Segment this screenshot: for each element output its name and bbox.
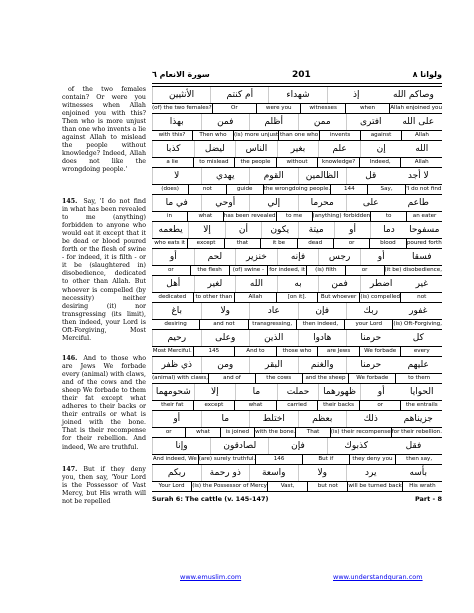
english-word: (are) surely truthful.: [198, 456, 256, 462]
english-word: with this?: [152, 131, 193, 140]
arabic-word: حملت: [277, 384, 319, 400]
english-word: or: [152, 428, 186, 437]
english-word: Then who: [193, 131, 234, 140]
arabic-word: أظلم: [249, 114, 298, 130]
arabic-word: قل: [346, 168, 395, 184]
english-word: dead: [298, 239, 334, 248]
arabic-word: بعظم: [298, 411, 347, 427]
arabic-word: بأسه: [409, 468, 428, 478]
english-word: knowledge?: [318, 158, 360, 167]
english-word: invents: [320, 131, 361, 140]
english-word: But if: [303, 455, 350, 464]
english-word: a lie: [152, 158, 194, 167]
english-word: (of) swine -: [230, 266, 269, 275]
english-word: what: [186, 428, 220, 437]
arabic-word: باغ: [152, 303, 201, 319]
english-word: their backs: [318, 401, 360, 410]
english-word: (is) filth: [307, 266, 346, 275]
english-word: your Lord: [345, 320, 393, 329]
english-word: then indeed,: [297, 320, 345, 329]
english-word: to other than: [194, 293, 236, 302]
arabic-row: [152, 383, 442, 400]
arabic-word: أو: [360, 384, 402, 400]
english-row: [152, 481, 442, 491]
commentary-block: 147. But if they deny you, then say, 'Your Lord is the Possessor of Vast Mercy, but His wrath will not be repelled: [62, 466, 146, 506]
arabic-word: ظهورهما: [318, 384, 360, 400]
english-word: the people: [235, 158, 277, 167]
arabic-word: البقر: [249, 357, 298, 373]
arabic-word: فإنه: [277, 249, 319, 265]
english-word: will be turned back: [348, 483, 402, 489]
english-word: every: [413, 348, 430, 354]
english-row: [152, 319, 442, 329]
header-part: ولوانا ٨: [412, 70, 442, 79]
english-word: but not: [308, 482, 348, 491]
header-page-number: 201: [292, 70, 311, 80]
english-row: [152, 157, 442, 167]
arabic-row: [152, 356, 442, 373]
arabic-word: أو: [360, 249, 402, 265]
english-word: transgressing,: [249, 320, 297, 329]
arabic-word: واسعة: [249, 465, 298, 481]
arabic-word: الله: [235, 276, 277, 292]
arabic-word: أو: [152, 249, 194, 265]
english-word: for their rebellion.: [391, 429, 442, 435]
english-row: [152, 373, 442, 383]
arabic-word: رحيم: [152, 330, 201, 346]
english-word: in: [152, 212, 188, 221]
arabic-word: إلا: [194, 384, 236, 400]
arabic-word: أو: [334, 222, 370, 238]
english-word: for indeed, it: [269, 267, 306, 273]
arabic-word: عاد: [249, 303, 298, 319]
english-row: [152, 184, 442, 194]
english-word: 146: [256, 455, 303, 464]
arabic-word: حرمنا: [346, 357, 395, 373]
english-word: against: [361, 131, 402, 140]
arabic-word: بهذا: [152, 114, 201, 130]
english-word: We forbade: [349, 374, 396, 383]
english-word: guide: [227, 185, 264, 194]
arabic-word: الأنثيين: [152, 87, 210, 103]
english-word: (does): [152, 185, 189, 194]
english-row: [152, 211, 442, 221]
english-word: to them: [408, 375, 431, 381]
arabic-word: فإن: [298, 303, 347, 319]
arabic-word: شهداء: [268, 87, 326, 103]
english-word: their fat: [152, 401, 194, 410]
arabic-word: ما: [201, 411, 250, 427]
arabic-word: يطعمه: [152, 222, 188, 238]
arabic-word: الله: [415, 144, 429, 154]
english-word: And indeed, We: [152, 456, 197, 462]
english-word: what: [235, 401, 277, 410]
english-word: desiring: [152, 320, 200, 329]
english-word: Vast,: [268, 482, 308, 491]
english-word: [on it].: [277, 293, 319, 302]
english-word: were you: [257, 104, 301, 113]
english-word: who eats it: [152, 239, 188, 248]
english-word: or: [360, 401, 402, 410]
english-word: 144: [331, 185, 368, 194]
arabic-word: محرما: [298, 195, 347, 211]
english-word: the cows: [256, 374, 303, 383]
arabic-word: ليضل: [194, 141, 236, 157]
english-row: [152, 265, 442, 275]
arabic-row: [152, 194, 442, 211]
arabic-row: [152, 167, 442, 184]
english-word: than one who: [279, 132, 319, 138]
english-word: is joined: [221, 428, 255, 437]
english-word: blood: [370, 239, 406, 248]
english-word: Allah enjoined you: [390, 105, 442, 111]
arabic-word: مسفوحا: [409, 225, 440, 235]
arabic-word: أو: [152, 411, 201, 427]
arabic-word: إن: [360, 141, 402, 157]
english-word: and not: [200, 320, 248, 329]
english-word: (is) their recompense: [330, 429, 391, 435]
english-word: poured forth: [406, 240, 442, 246]
arabic-word: ولا: [201, 303, 250, 319]
english-word: Allah: [414, 159, 429, 165]
arabic-word: عليهم: [407, 360, 429, 370]
arabic-row: [152, 437, 442, 454]
arabic-word: لغير: [194, 276, 236, 292]
arabic-word: إلي: [249, 195, 298, 211]
english-word: Allah: [235, 293, 277, 302]
arabic-word: ميتة: [298, 222, 334, 238]
arabic-word: ذي ظفر: [152, 357, 201, 373]
commentary-block: 145. Say, 'I do not find in what has been revealed to me (anything) forbidden to anyone who would eat it except that it be dead or blood poured forth or the flesh of swine - for indeed, it is filth - or it be (slaughtered in) disobedience, dedicated to other than Allah. But whoever is compelled (by necessity) neither desiring (it) nor transgressing (its limit), then indeed, your Lord is Oft-Forgiving, Most Merciful.: [62, 198, 146, 342]
english-word: (animal) with claws,: [152, 375, 209, 381]
arabic-word: فمن: [318, 276, 360, 292]
english-word: 145: [194, 347, 236, 356]
english-word: (is) the Possessor of Mercy: [192, 483, 267, 489]
arabic-word: أوحي: [201, 195, 250, 211]
arabic-row: [152, 113, 442, 130]
arabic-word: ربكم: [152, 465, 201, 481]
english-word: (it be) disobedience,: [384, 267, 442, 273]
english-word: has been revealed: [223, 213, 276, 219]
arabic-word: طاعم: [407, 198, 429, 208]
english-word: And to: [235, 347, 277, 356]
english-word: with the bone.: [255, 429, 296, 435]
arabic-word: والغنم: [298, 357, 347, 373]
arabic-word: وإنا: [152, 438, 210, 454]
arabic-word: غير: [415, 279, 428, 289]
arabic-word: يرد: [346, 465, 395, 481]
english-word: dedicated: [152, 293, 194, 302]
english-word: the entrails: [405, 402, 438, 408]
english-word: except: [194, 401, 236, 410]
arabic-row: [152, 248, 442, 265]
english-word: are Jews: [318, 347, 360, 356]
english-word: without: [277, 158, 319, 167]
english-word: they deny you: [350, 455, 397, 464]
english-word: except: [188, 239, 224, 248]
arabic-word: ولا: [298, 465, 347, 481]
english-row: [152, 427, 442, 437]
english-word: witnesses: [301, 104, 345, 113]
arabic-word: لصادقون: [210, 438, 268, 454]
english-word: (of) the two females?: [152, 105, 212, 111]
arabic-word: يهدي: [201, 168, 250, 184]
arabic-word: جزيناهم: [403, 414, 433, 424]
english-word: Indeed,: [360, 158, 402, 167]
english-row: [152, 346, 442, 356]
arabic-word: على الله: [402, 117, 435, 127]
arabic-word: لا أجد: [407, 171, 429, 181]
arabic-word: يكون: [261, 222, 297, 238]
arabic-word: كذبا: [152, 141, 194, 157]
english-word: to me: [277, 212, 313, 221]
arabic-word: بغير: [277, 141, 319, 157]
arabic-word: خنزير: [235, 249, 277, 265]
caption: [152, 495, 442, 503]
english-word: it be: [261, 239, 297, 248]
arabic-word: ذو رحمة: [201, 465, 250, 481]
arabic-word: افترى: [346, 114, 395, 130]
arabic-row: [152, 275, 442, 292]
arabic-word: شحومهما: [152, 384, 194, 400]
arabic-word: ممن: [298, 114, 347, 130]
english-word: the flesh: [191, 266, 230, 275]
arabic-row: [152, 140, 442, 157]
english-row: [152, 400, 442, 410]
english-word: and the sheep: [303, 374, 350, 383]
arabic-word: كل: [412, 333, 424, 343]
arabic-word: دما: [370, 222, 406, 238]
english-word: the wrongdoing people.: [263, 186, 331, 192]
arabic-word: فإن: [268, 438, 326, 454]
link-emuslim[interactable]: www.emuslim.com: [180, 573, 242, 581]
arabic-word: الذين: [249, 330, 298, 346]
english-word: (anything) forbidden: [312, 213, 371, 219]
english-word: then say,: [406, 456, 433, 462]
english-word: and of: [209, 374, 256, 383]
page-header: [152, 70, 442, 82]
english-word: when: [346, 104, 390, 113]
english-word: not: [417, 294, 427, 300]
header-surah: سورة الانعام ٦: [152, 70, 210, 79]
english-word: to mislead: [194, 158, 236, 167]
arabic-word: على: [346, 195, 395, 211]
arabic-word: وصاكم الله: [392, 90, 434, 100]
english-word: Or: [213, 104, 257, 113]
arabic-word: به: [277, 276, 319, 292]
english-word: (is) compelled: [360, 294, 400, 300]
english-row: [152, 292, 442, 302]
arabic-word: الحوايا: [410, 387, 434, 397]
arabic-word: الظالمين: [298, 168, 347, 184]
arabic-word: وعلى: [201, 330, 250, 346]
english-word: Most Merciful.: [152, 348, 192, 354]
arabic-word: أن: [225, 222, 261, 238]
caption-surah: Surah 6: The cattle (v. 145-147): [152, 495, 269, 503]
english-word: His wrath: [409, 483, 436, 489]
arabic-word: فسقا: [411, 252, 432, 262]
arabic-word: علم: [318, 141, 360, 157]
arabic-word: لحم: [194, 249, 236, 265]
english-word: those who: [277, 347, 319, 356]
arabic-word: القوم: [249, 168, 298, 184]
english-word: or: [334, 239, 370, 248]
arabic-word: إلا: [188, 222, 224, 238]
english-word: Say,: [368, 185, 405, 194]
arabic-word: ما: [235, 384, 277, 400]
commentary-block: of the two females contain? Or were you witnesses when Allah enjoined you with this? Then who is more unjust than one who invents a lie against Allah to mislead the people without knowledge? Indeed, Allah does not like the wrongdoing people.': [62, 86, 146, 174]
english-word: not: [189, 185, 226, 194]
english-word: carried: [277, 401, 319, 410]
arabic-word: حرمنا: [346, 330, 395, 346]
arabic-word: غفور: [409, 306, 428, 316]
word-grid: [152, 86, 442, 492]
arabic-word: إذ: [327, 87, 385, 103]
header-rule: [152, 83, 442, 84]
english-word: an eater: [412, 213, 437, 219]
english-word: Your Lord: [152, 482, 192, 491]
arabic-word: فقل: [405, 441, 422, 451]
arabic-word: في ما: [152, 195, 201, 211]
arabic-row: [152, 410, 442, 427]
grid-bottom-rule: [152, 491, 442, 492]
english-word: 'I do not find: [406, 186, 442, 192]
arabic-word: فمن: [201, 114, 250, 130]
english-word: or: [346, 266, 385, 275]
arabic-word: رجس: [318, 249, 360, 265]
arabic-row: [152, 221, 442, 238]
arabic-word: لا: [152, 168, 201, 184]
english-word: Allah: [415, 132, 429, 138]
commentary-block: 146. And to those who are Jews We forbade every (animal) with claws, and of the cows and the sheep We forbade to them their fat except what adheres to their backs or their entrails or what is joined with the bone. That is their recompense for their rebellion. And indeed, We are truthful.: [62, 355, 146, 451]
arabic-word: ومن: [201, 357, 250, 373]
english-row: [152, 130, 442, 140]
arabic-word: أم كنتم: [210, 87, 268, 103]
caption-part: Part - 8: [414, 495, 442, 503]
arabic-word: ذلك: [346, 411, 395, 427]
arabic-row: [152, 302, 442, 319]
arabic-word: ربك: [346, 303, 395, 319]
arabic-word: أهل: [152, 276, 194, 292]
arabic-word: اختلط: [249, 411, 298, 427]
english-word: or: [152, 266, 191, 275]
arabic-row: [152, 464, 442, 481]
english-word: to: [371, 212, 407, 221]
arabic-row: [152, 329, 442, 346]
arabic-word: الناس: [235, 141, 277, 157]
link-understandquran[interactable]: www.understandquran.com: [333, 573, 423, 581]
arabic-word: كذبوك: [327, 438, 385, 454]
english-word: (is) more unjust: [233, 132, 279, 138]
english-word: That: [296, 428, 330, 437]
english-word: But whoever: [318, 293, 360, 302]
english-row: [152, 238, 442, 248]
english-word: We forbade: [360, 347, 402, 356]
english-row: [152, 454, 442, 464]
arabic-word: هادوا: [298, 330, 347, 346]
english-word: (is) Oft-Forgiving,: [393, 321, 442, 327]
english-word: that: [225, 239, 261, 248]
english-word: what: [188, 212, 224, 221]
arabic-row: [152, 86, 442, 103]
arabic-word: اضطر: [360, 276, 402, 292]
english-row: [152, 103, 442, 113]
